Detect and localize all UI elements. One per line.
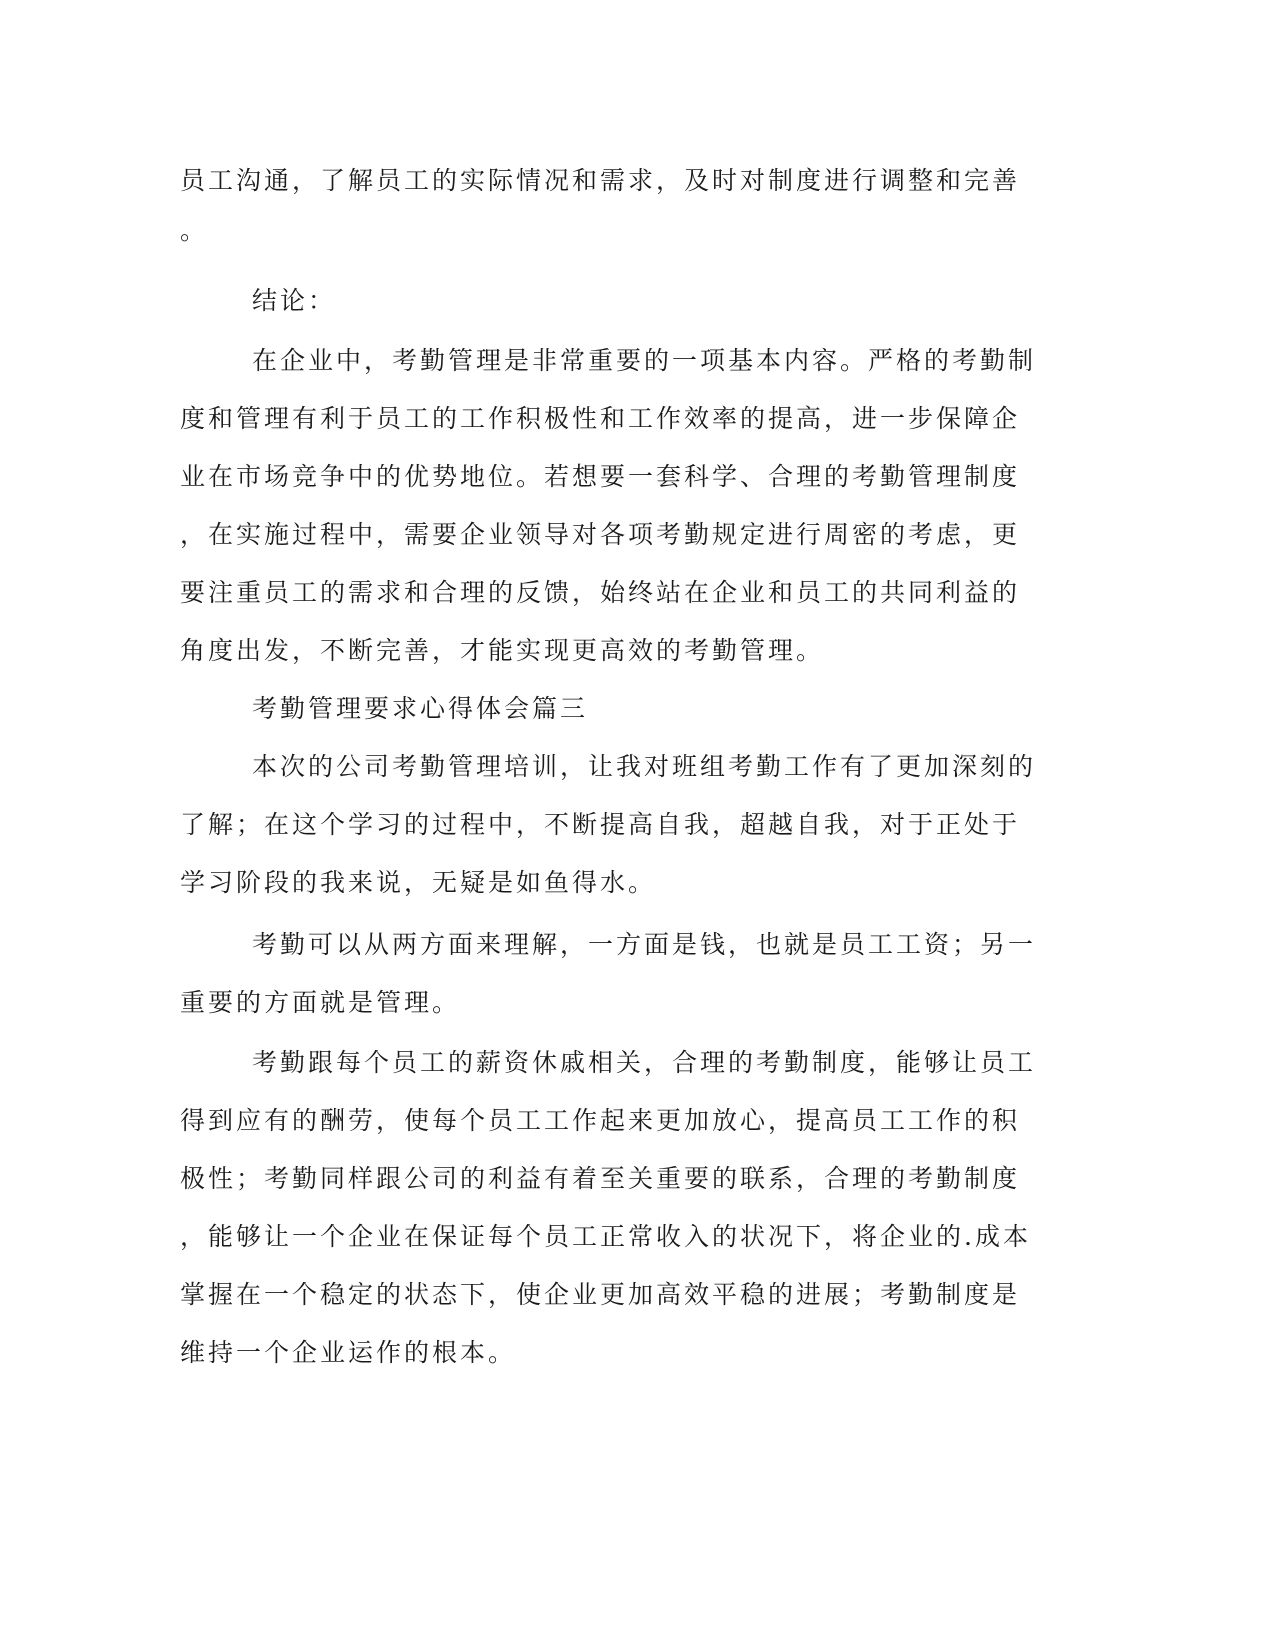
text-line: 考勤跟每个员工的薪资休戚相关，合理的考勤制度，能够让员工 [252,1048,1037,1077]
section-heading: 考勤管理要求心得体会篇三 [252,694,589,723]
text-line: 掌握在一个稳定的状态下，使企业更加高效平稳的进展；考勤制度是 [180,1280,1021,1309]
text-line: 极性；考勤同样跟公司的利益有着至关重要的联系，合理的考勤制度 [180,1164,1021,1193]
text-line: 。 [180,216,209,245]
text-line: 考勤可以从两方面来理解，一方面是钱，也就是员工工资；另一 [252,930,1037,959]
text-line: 本次的公司考勤管理培训，让我对班组考勤工作有了更加深刻的 [252,752,1037,781]
text-line: 在企业中，考勤管理是非常重要的一项基本内容。严格的考勤制 [252,346,1037,375]
text-line: 业在市场竞争中的优势地位。若想要一套科学、合理的考勤管理制度 [180,462,1021,491]
text-line: 维持一个企业运作的根本。 [180,1338,517,1367]
section-heading: 结论： [252,286,337,315]
text-line: 角度出发，不断完善，才能实现更高效的考勤管理。 [180,636,825,665]
text-line: 重要的方面就是管理。 [180,988,461,1017]
text-line: 员工沟通，了解员工的实际情况和需求，及时对制度进行调整和完善 [180,166,1021,195]
text-line: 了解；在这个学习的过程中，不断提高自我，超越自我，对于正处于 [180,810,1021,839]
text-line: 学习阶段的我来说，无疑是如鱼得水。 [180,868,657,897]
text-line: ，在实施过程中，需要企业领导对各项考勤规定进行周密的考虑，更 [180,520,1021,549]
text-line: 要注重员工的需求和合理的反馈，始终站在企业和员工的共同利益的 [180,578,1021,607]
text-line: 得到应有的酬劳，使每个员工工作起来更加放心，提高员工工作的积 [180,1106,1021,1135]
text-line: 度和管理有利于员工的工作积极性和工作效率的提高，进一步保障企 [180,404,1021,433]
text-line: ，能够让一个企业在保证每个员工正常收入的状况下，将企业的.成本 [180,1222,1031,1251]
